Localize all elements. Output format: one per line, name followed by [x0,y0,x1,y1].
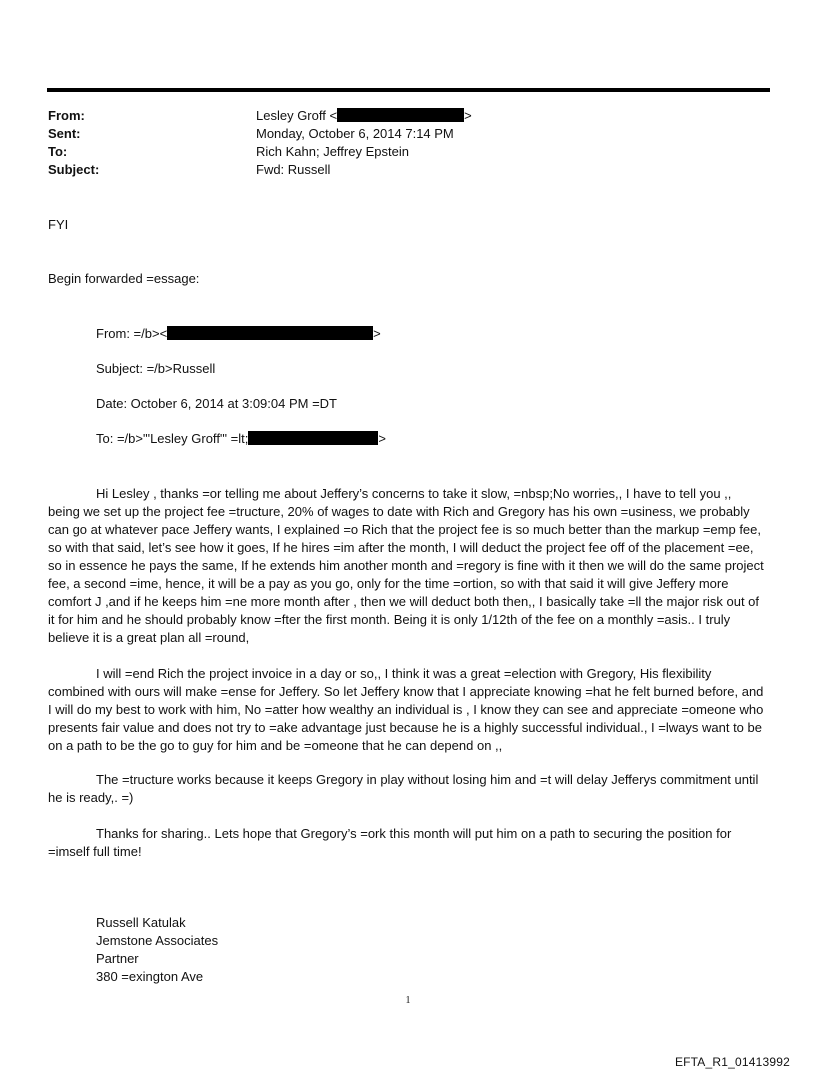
page-number: 1 [405,995,411,1006]
fwd-from-suffix: > [373,326,381,341]
body-paragraph: I will =end Rich the project invoice in a day or so,, I think it was a great =election with Gregory, His flexibility combined with ours will make =ense for Jeffery. So let Jeffery know that I appreciate knowing =hat he felt burned before, and I will do my best to work with him, No =atter how wealthy an individual is , I know they can see and appreciate =omeone who presents fair value and does not try to =ake advantage just because he is a highly successful individual., I =lways want to be on a path to be the go to guy for him and be =omeone that he can depend on ,, [48,666,764,753]
from-name: Lesley Groff < [256,108,338,123]
redaction-box [167,326,373,340]
to-label: To: [48,144,68,159]
to-value: Rich Kahn; Jeffrey Epstein [256,144,409,159]
bates-number: EFTA_R1_01413992 [674,1055,790,1069]
body-paragraph: Thanks for sharing.. Lets hope that Gregory’s =ork this month will put him on a path to securing the position for =imself full time! [48,826,732,859]
header-rule [47,88,770,92]
subject-row [48,161,472,179]
from-label: From: [48,108,85,123]
email-header [48,107,472,179]
begin-forwarded-text: Begin forwarded =essage: [48,271,200,286]
signature-title: Partner [96,951,139,966]
fwd-to-line [96,430,386,448]
fwd-date-line: Date: October 6, 2014 at 3:09:04 PM =DT [96,396,337,411]
fwd-to-suffix: > [378,431,386,446]
body-paragraph: Hi Lesley , thanks =or telling me about Jeffery’s concerns to take it slow, =nbsp;No worries,, I have to tell you ,, being we set up the project fee =tructure, 20% of wages to date with Rich and Gregory has his own =usiness, we probably can go at whatever pace Jeffery wants, I explained =o Rich that the project fee is so much better than the markup =emp fee, so with that said, let’s see how it goes, If he hires =im after the month, I will deduct the project fee off of the placement =ee, so in essence he pays the same, If he extends him another month and =regory is fine with it then we will do the same project fee, a second =ime, hence, it will be a pay as you go, only for the time =ortion, so with that said it will give Jeffery more comfort J ,and if he keeps him =ne more month after , then we will deduct both then,, I basically take =ll the major risk out of it for him and he should probably know =fter the first month. Being it is only 1/12th of the fee on a monthly =asis.. I truly believe it is a great plan all =round, [48,486,764,645]
fwd-from-line [96,325,381,343]
sent-value: Monday, October 6, 2014 7:14 PM [256,126,454,141]
redaction-box [248,431,378,445]
fwd-from-prefix: From: =/b>< [96,326,168,341]
from-value [256,107,472,125]
signature-block [96,914,218,986]
fwd-to-prefix: To: =/b>"'Lesley Groff'" =lt; [96,431,249,446]
subject-value: Fwd: Russell [256,162,331,177]
fwd-subject-line: Subject: =/b>Russell [96,361,216,376]
signature-company: Jemstone Associates [96,933,219,948]
from-close: > [464,108,472,123]
signature-name: Russell Katulak [96,915,186,930]
fyi-text: FYI [48,217,69,232]
signature-address: 380 =exington Ave [96,969,204,984]
redaction-box [337,108,464,122]
subject-label: Subject: [48,162,100,177]
to-row [48,143,472,161]
sent-label: Sent: [48,126,81,141]
sent-row [48,125,472,143]
body-paragraph: The =tructure works because it keeps Gregory in play without losing him and =t will delay Jefferys commitment until he is ready,. =) [48,772,759,805]
from-row [48,107,472,125]
